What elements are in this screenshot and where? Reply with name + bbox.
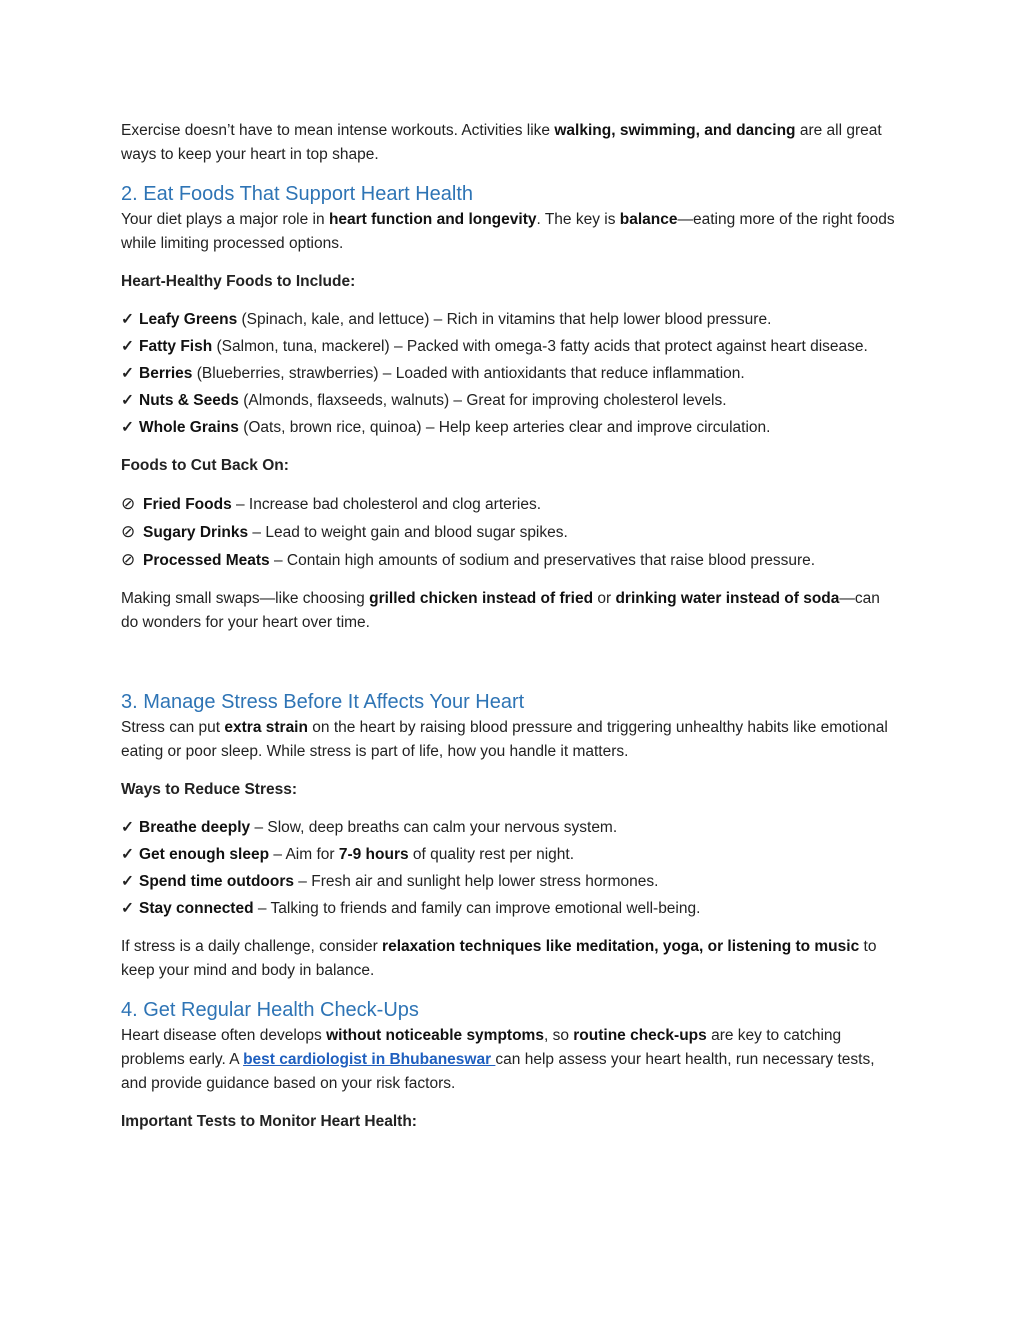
list-item: ⊘ Sugary Drinks – Lead to weight gain and blood sugar spikes.: [121, 520, 901, 545]
cardiologist-link[interactable]: best cardiologist in Bhubaneswar: [243, 1051, 496, 1068]
check-icon: ✓: [121, 311, 134, 328]
check-icon: ✓: [121, 846, 134, 863]
cut-foods-list: [121, 492, 901, 573]
list-item: ✓ Stay connected – Talking to friends and family can improve emotional well-being.: [121, 897, 901, 921]
cut-foods-heading: Foods to Cut Back On:: [121, 457, 289, 474]
ways-to-reduce-stress-list: [121, 816, 901, 921]
section-4-intro: Heart disease often develops without noticeable symptoms, so routine check-ups are key to catching problems early. A best cardiologist in Bhubaneswar can help assess your heart health, run necessary tests, and provide guidance based on your risk factors.: [121, 1027, 875, 1092]
section-2-closing: Making small swaps—like choosing grilled chicken instead of fried or drinking water instead of soda—can do wonders for your heart over time.: [121, 590, 880, 631]
prohibited-icon: ⊘: [121, 550, 136, 569]
list-item: ✓ Fatty Fish (Salmon, tuna, mackerel) – Packed with omega-3 fatty acids that protect against heart disease.: [121, 335, 901, 359]
check-icon: ✓: [121, 819, 134, 836]
list-item: ✓ Berries (Blueberries, strawberries) – Loaded with antioxidants that reduce inflammation.: [121, 362, 901, 386]
ways-to-reduce-stress-heading: Ways to Reduce Stress:: [121, 781, 298, 798]
check-icon: ✓: [121, 419, 134, 436]
list-item: ✓ Leafy Greens (Spinach, kale, and lettuce) – Rich in vitamins that help lower blood pressure.: [121, 308, 901, 332]
intro-paragraph: Exercise doesn’t have to mean intense workouts. Activities like walking, swimming, and dancing are all great ways to keep your heart in top shape.: [121, 122, 882, 163]
list-item: ⊘ Processed Meats – Contain high amounts of sodium and preservatives that raise blood pressure.: [121, 548, 901, 573]
section-2-heading: 2. Eat Foods That Support Heart Health: [121, 183, 474, 205]
list-item: ✓ Breathe deeply – Slow, deep breaths can calm your nervous system.: [121, 816, 901, 840]
section-4-heading: 4. Get Regular Health Check-Ups: [121, 999, 419, 1021]
important-tests-heading: Important Tests to Monitor Heart Health:: [121, 1113, 417, 1130]
list-item: ✓ Nuts & Seeds (Almonds, flaxseeds, walnuts) – Great for improving cholesterol levels.: [121, 389, 901, 413]
section-spacer: [121, 649, 901, 689]
check-icon: ✓: [121, 873, 134, 890]
include-foods-heading: Heart-Healthy Foods to Include:: [121, 273, 356, 290]
section-3-intro: Stress can put extra strain on the heart by raising blood pressure and triggering unhealthy habits like emotional eating or poor sleep. While stress is part of life, how you handle it matters.: [121, 719, 888, 760]
list-item: ✓ Get enough sleep – Aim for 7-9 hours of quality rest per night.: [121, 843, 901, 867]
check-icon: ✓: [121, 900, 134, 917]
section-2-intro: Your diet plays a major role in heart function and longevity. The key is balance—eating more of the right foods while limiting processed options.: [121, 211, 895, 252]
document-page: [121, 119, 901, 1148]
check-icon: ✓: [121, 338, 134, 355]
check-icon: ✓: [121, 392, 134, 409]
check-icon: ✓: [121, 365, 134, 382]
prohibited-icon: ⊘: [121, 522, 136, 541]
list-item: ⊘ Fried Foods – Increase bad cholesterol and clog arteries.: [121, 492, 901, 517]
section-3-heading: 3. Manage Stress Before It Affects Your Heart: [121, 691, 525, 713]
prohibited-icon: ⊘: [121, 494, 136, 513]
include-foods-list: [121, 308, 901, 440]
list-item: ✓ Spend time outdoors – Fresh air and sunlight help lower stress hormones.: [121, 870, 901, 894]
list-item: ✓ Whole Grains (Oats, brown rice, quinoa) – Help keep arteries clear and improve circulation.: [121, 416, 901, 440]
section-3-closing: If stress is a daily challenge, consider relaxation techniques like meditation, yoga, or listening to music to keep your mind and body in balance.: [121, 938, 877, 979]
